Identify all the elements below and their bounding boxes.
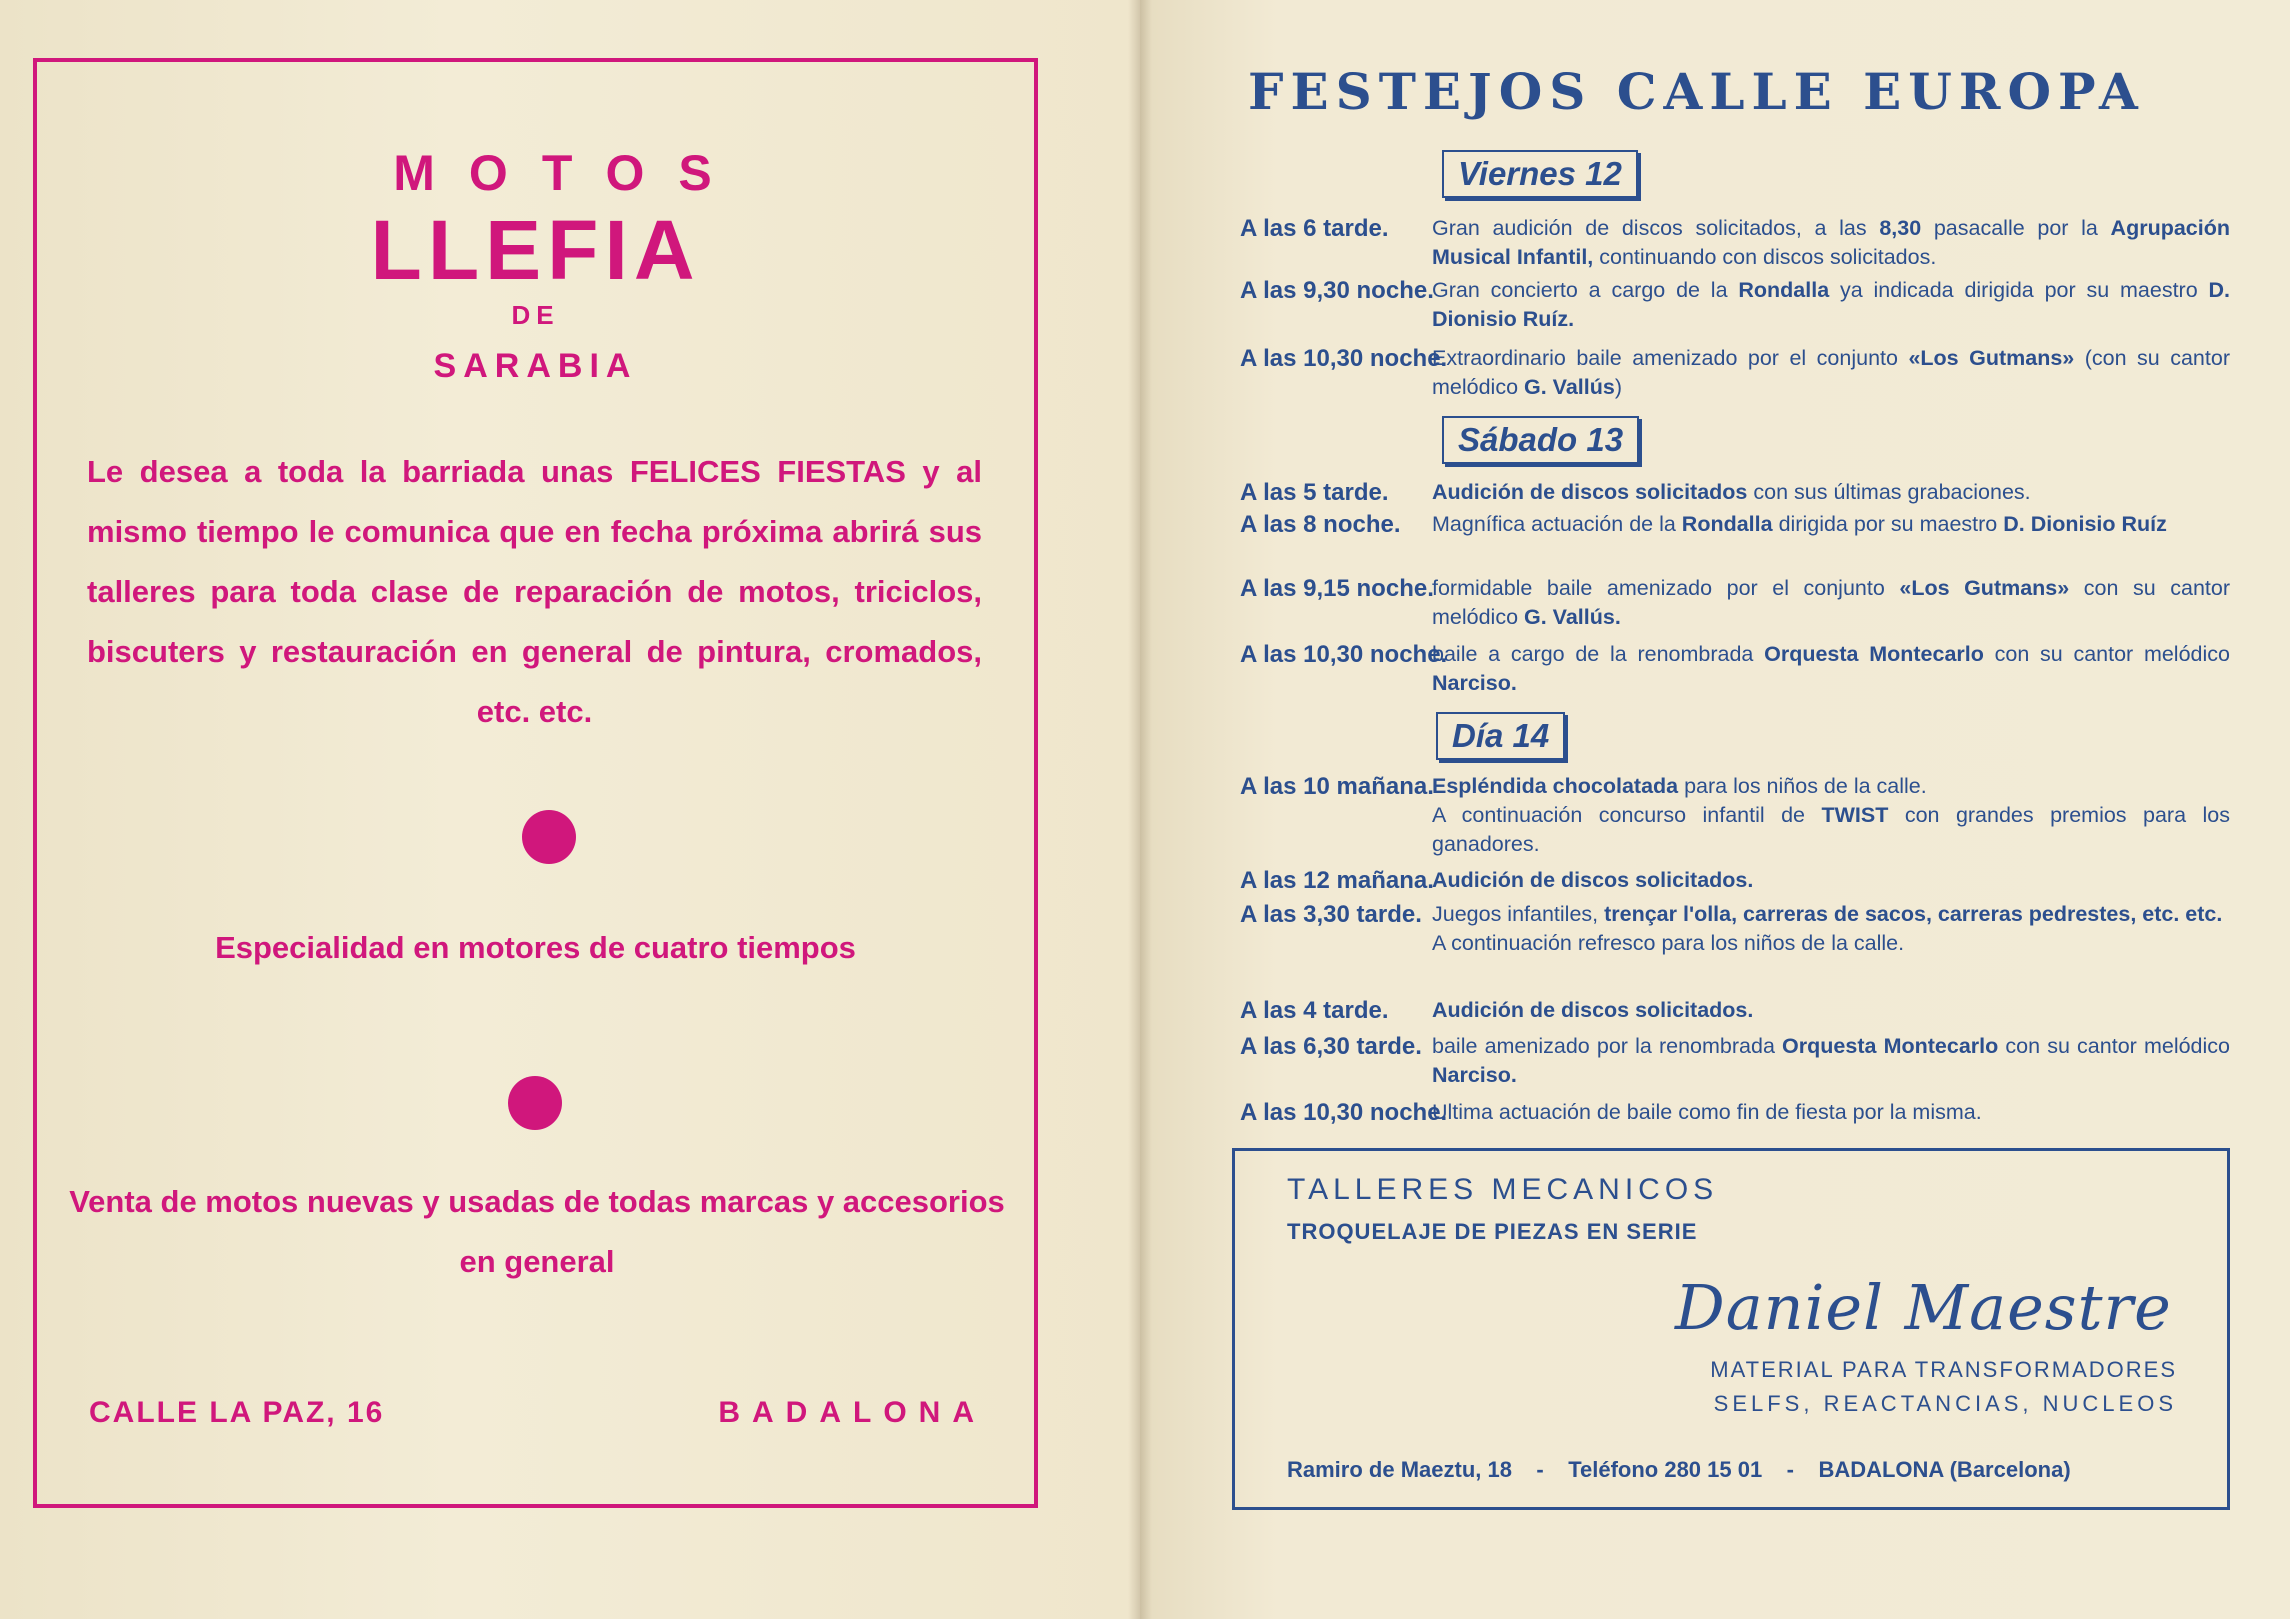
event-text: Magnífica actuación de la Rondalla dirigida por su maestro D. Dionisio Ruíz bbox=[1432, 512, 2167, 536]
event-text: Gran audición de discos solicitados, a las 8,30 pasacalle por la Agrupación Musical Infantil, continuando con discos solicitados. bbox=[1432, 216, 2230, 269]
event-text: baile a cargo de la renombrada Orquesta Montecarlo con su cantor melódico Narciso. bbox=[1432, 642, 2230, 695]
event-text: Audición de discos solicitados. bbox=[1432, 868, 1754, 892]
ad-motos-heading: MOTOS bbox=[393, 145, 746, 201]
event-time: A las 12 mañana. bbox=[1240, 867, 1434, 894]
motos-llefia-ad bbox=[33, 58, 1038, 1508]
event-row bbox=[1240, 510, 2230, 539]
ad-sarabia-name: SARABIA bbox=[433, 347, 638, 385]
event-time: A las 5 tarde. bbox=[1240, 479, 1389, 506]
ad2-talleres: TALLERES MECANICOS bbox=[1287, 1173, 1719, 1206]
ad-sale-text: Venta de motos nuevas y usadas de todas marcas y accesorios en general bbox=[69, 1184, 1005, 1279]
event-row bbox=[1240, 574, 2230, 632]
bullet-dot-icon bbox=[508, 1076, 562, 1130]
ad2-selfs: SELFS, REACTANCIAS, NUCLEOS bbox=[1713, 1391, 2177, 1416]
event-time: A las 6,30 tarde. bbox=[1240, 1033, 1422, 1060]
day-header-sabado: Sábado 13 bbox=[1442, 416, 1639, 464]
event-text: formidable baile amenizado por el conjunto «Los Gutmans» con su cantor melódico G. Vallús. bbox=[1432, 576, 2230, 629]
event-row bbox=[1240, 214, 2230, 272]
event-text: Audición de discos solicitados. bbox=[1432, 998, 1754, 1022]
ad-specialty: Especialidad en motores de cuatro tiempos bbox=[215, 930, 856, 965]
event-text: Gran concierto a cargo de la Rondalla ya indicada dirigida por su maestro D. Dionisio Ruíz. bbox=[1432, 278, 2230, 331]
event-row bbox=[1240, 640, 2230, 698]
event-row bbox=[1240, 1098, 2230, 1127]
ad-de-label: DE bbox=[511, 300, 560, 330]
ad2-contact-line bbox=[1287, 1457, 2187, 1483]
event-time: A las 9,30 noche. bbox=[1240, 277, 1434, 304]
event-time: A las 10,30 noche. bbox=[1240, 641, 1448, 668]
program-title: FESTEJOS CALLE EUROPA bbox=[1248, 62, 2145, 121]
ad2-troquelaje: TROQUELAJE DE PIEZAS EN SERIE bbox=[1287, 1219, 1698, 1244]
event-text: Ultima actuación de baile como fin de fiesta por la misma. bbox=[1432, 1100, 1982, 1124]
day-header-viernes: Viernes 12 bbox=[1442, 150, 1638, 198]
ad2-company-name: Daniel Maestre bbox=[1675, 1271, 2172, 1344]
event-row bbox=[1240, 900, 2230, 958]
ad-greeting-message: Le desea a toda la barriada unas FELICES FIESTAS y al mismo tiempo le comunica que en fecha próxima abrirá sus talleres para toda clase de reparación de motos, triciclos, biscuters y restauración en general de pintura, cromados, etc. etc. bbox=[87, 454, 982, 729]
event-text: Juegos infantiles, trençar l'olla, carreras de sacos, carreras pedrestes, etc. etc. A continuación refresco para los niños de la calle. bbox=[1432, 902, 2223, 955]
event-row bbox=[1240, 866, 2230, 895]
ad2-city: BADALONA (Barcelona) bbox=[1818, 1457, 2071, 1482]
event-row bbox=[1240, 344, 2230, 402]
event-text: Espléndida chocolatada para los niños de la calle. A continuación concurso infantil de TWIST con grandes premios para los ganadores. bbox=[1432, 774, 2230, 856]
ad-llefia-title: LLEFIA bbox=[370, 203, 701, 297]
separator: - bbox=[1786, 1457, 1794, 1482]
bullet-dot-icon bbox=[522, 810, 576, 864]
event-time: A las 4 tarde. bbox=[1240, 997, 1389, 1024]
event-text: Extraordinario baile amenizado por el conjunto «Los Gutmans» (con su cantor melódico G. Vallús) bbox=[1432, 346, 2230, 399]
event-time: A las 8 noche. bbox=[1240, 511, 1401, 538]
ad-city: BADALONA bbox=[718, 1396, 986, 1429]
separator: - bbox=[1536, 1457, 1544, 1482]
event-row bbox=[1240, 478, 2230, 507]
ad-address: CALLE LA PAZ, 16 bbox=[89, 1396, 385, 1429]
event-time: A las 6 tarde. bbox=[1240, 215, 1389, 242]
event-text: baile amenizado por la renombrada Orquesta Montecarlo con su cantor melódico Narciso. bbox=[1432, 1034, 2230, 1087]
ad2-address: Ramiro de Maeztu, 18 bbox=[1287, 1457, 1512, 1482]
event-row bbox=[1240, 276, 2230, 334]
daniel-maestre-ad bbox=[1232, 1148, 2230, 1510]
event-row bbox=[1240, 772, 2230, 859]
center-fold bbox=[1128, 0, 1152, 1619]
event-time: A las 9,15 noche. bbox=[1240, 575, 1434, 602]
event-time: A las 10 mañana. bbox=[1240, 773, 1434, 800]
event-text: Audición de discos solicitados con sus últimas grabaciones. bbox=[1432, 480, 2031, 504]
ad2-phone: Teléfono 280 15 01 bbox=[1568, 1457, 1763, 1482]
event-row bbox=[1240, 996, 2230, 1025]
event-time: A las 3,30 tarde. bbox=[1240, 901, 1422, 928]
event-time: A las 10,30 noche. bbox=[1240, 1099, 1448, 1126]
day-header-dia-14: Día 14 bbox=[1436, 712, 1565, 760]
event-row bbox=[1240, 1032, 2230, 1090]
ad2-material: MATERIAL PARA TRANSFORMADORES bbox=[1710, 1357, 2177, 1382]
event-time: A las 10,30 noche. bbox=[1240, 345, 1448, 372]
